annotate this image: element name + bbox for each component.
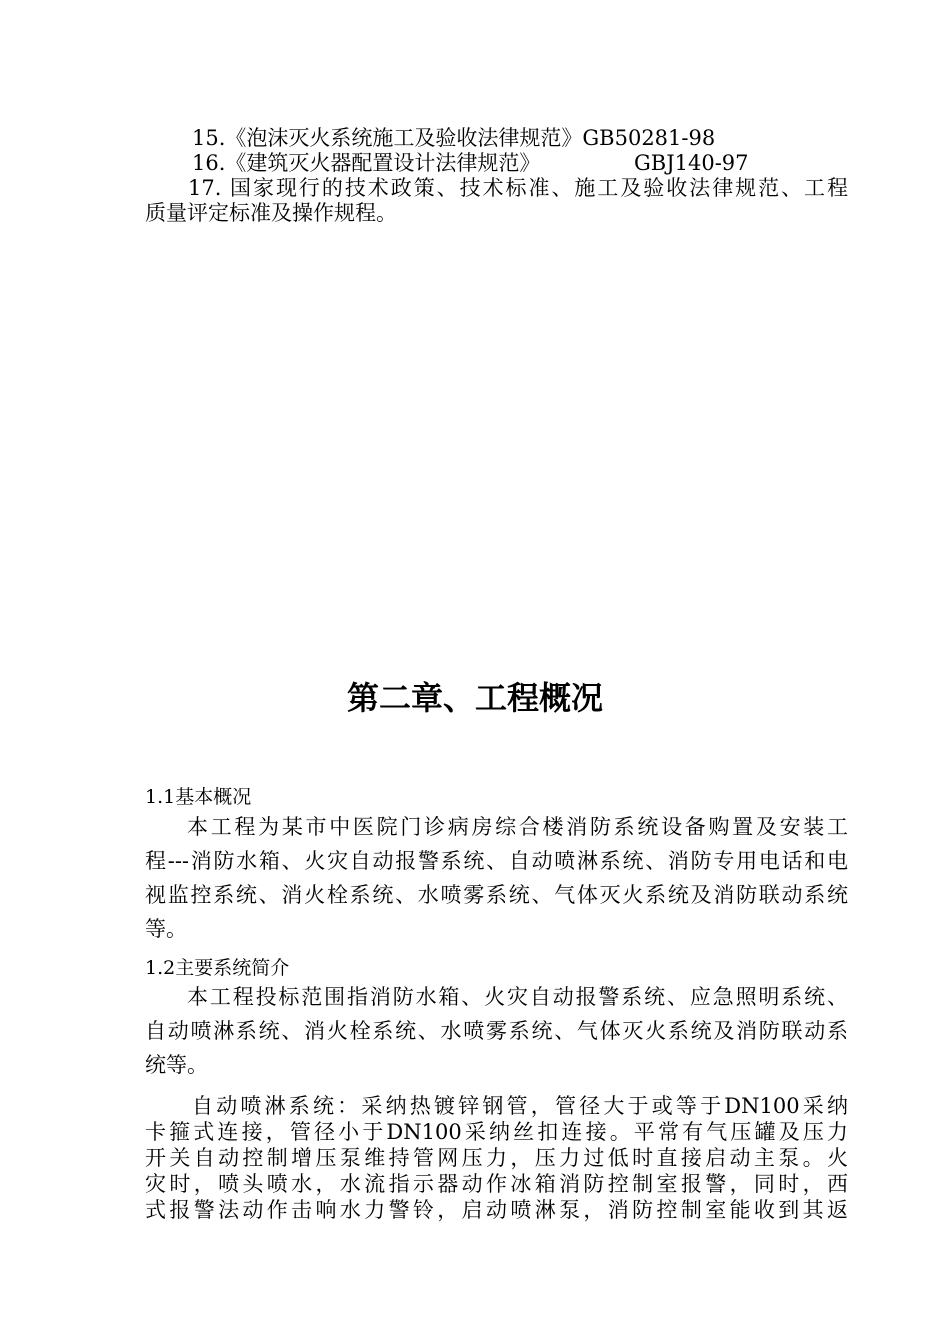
sprinkler-paragraph-line: 灾时，喷头喷水，水流指示器动作冰箱消防控制室报警，同时，西 <box>145 1172 848 1196</box>
section-1-2-paragraph-line: 自动喷淋系统、消火栓系统、水喷雾系统、气体灭火系统及消防联动系 <box>145 1019 848 1043</box>
section-1-2-heading: 1.2主要系统简介 <box>145 957 290 979</box>
chapter-title: 第二章、工程概况 <box>346 679 603 717</box>
reference-item-16-title: 16.《建筑灭火器配置设计法律规范》 <box>192 151 541 175</box>
section-1-1-paragraph-line: 视监控系统、消火栓系统、水喷雾系统、气体灭火系统及消防联动系统 <box>145 883 848 907</box>
section-1-1-paragraph-line: 等。 <box>145 917 187 941</box>
reference-item-15: 15.《泡沫灭火系统施工及验收法律规范》GB50281-98 <box>192 126 716 150</box>
section-1-2-paragraph-line: 统等。 <box>145 1053 208 1077</box>
reference-item-17-line1: 17. 国家现行的技术政策、技术标准、施工及验收法律规范、工程 <box>188 176 848 200</box>
section-1-1-paragraph-line: 本工程为某市中医院门诊病房综合楼消防系统设备购置及安装工 <box>187 815 848 839</box>
section-1-1-heading: 1.1基本概况 <box>145 786 252 808</box>
reference-item-16-code: GBJ140-97 <box>634 151 749 175</box>
sprinkler-paragraph-line: 开关自动控制增压泵维持管网压力，压力过低时直接启动主泵。火 <box>145 1146 848 1170</box>
reference-item-17-line2: 质量评定标准及操作规程。 <box>145 201 397 225</box>
section-1-2-paragraph-line: 本工程投标范围指消防水箱、火灾自动报警系统、应急照明系统、 <box>187 985 848 1009</box>
sprinkler-paragraph-line: 自动喷淋系统：采纳热镀锌钢管，管径大于或等于DN100采纳 <box>192 1094 848 1118</box>
sprinkler-paragraph-line: 卡箍式连接，管径小于DN100采纳丝扣连接。平常有气压罐及压力 <box>145 1120 848 1144</box>
sprinkler-paragraph-line: 式报警法动作击响水力警铃，启动喷淋泵，消防控制室能收到其返 <box>145 1198 848 1222</box>
section-1-1-paragraph-line: 程---消防水箱、火灾自动报警系统、自动喷淋系统、消防专用电话和电 <box>145 849 848 873</box>
